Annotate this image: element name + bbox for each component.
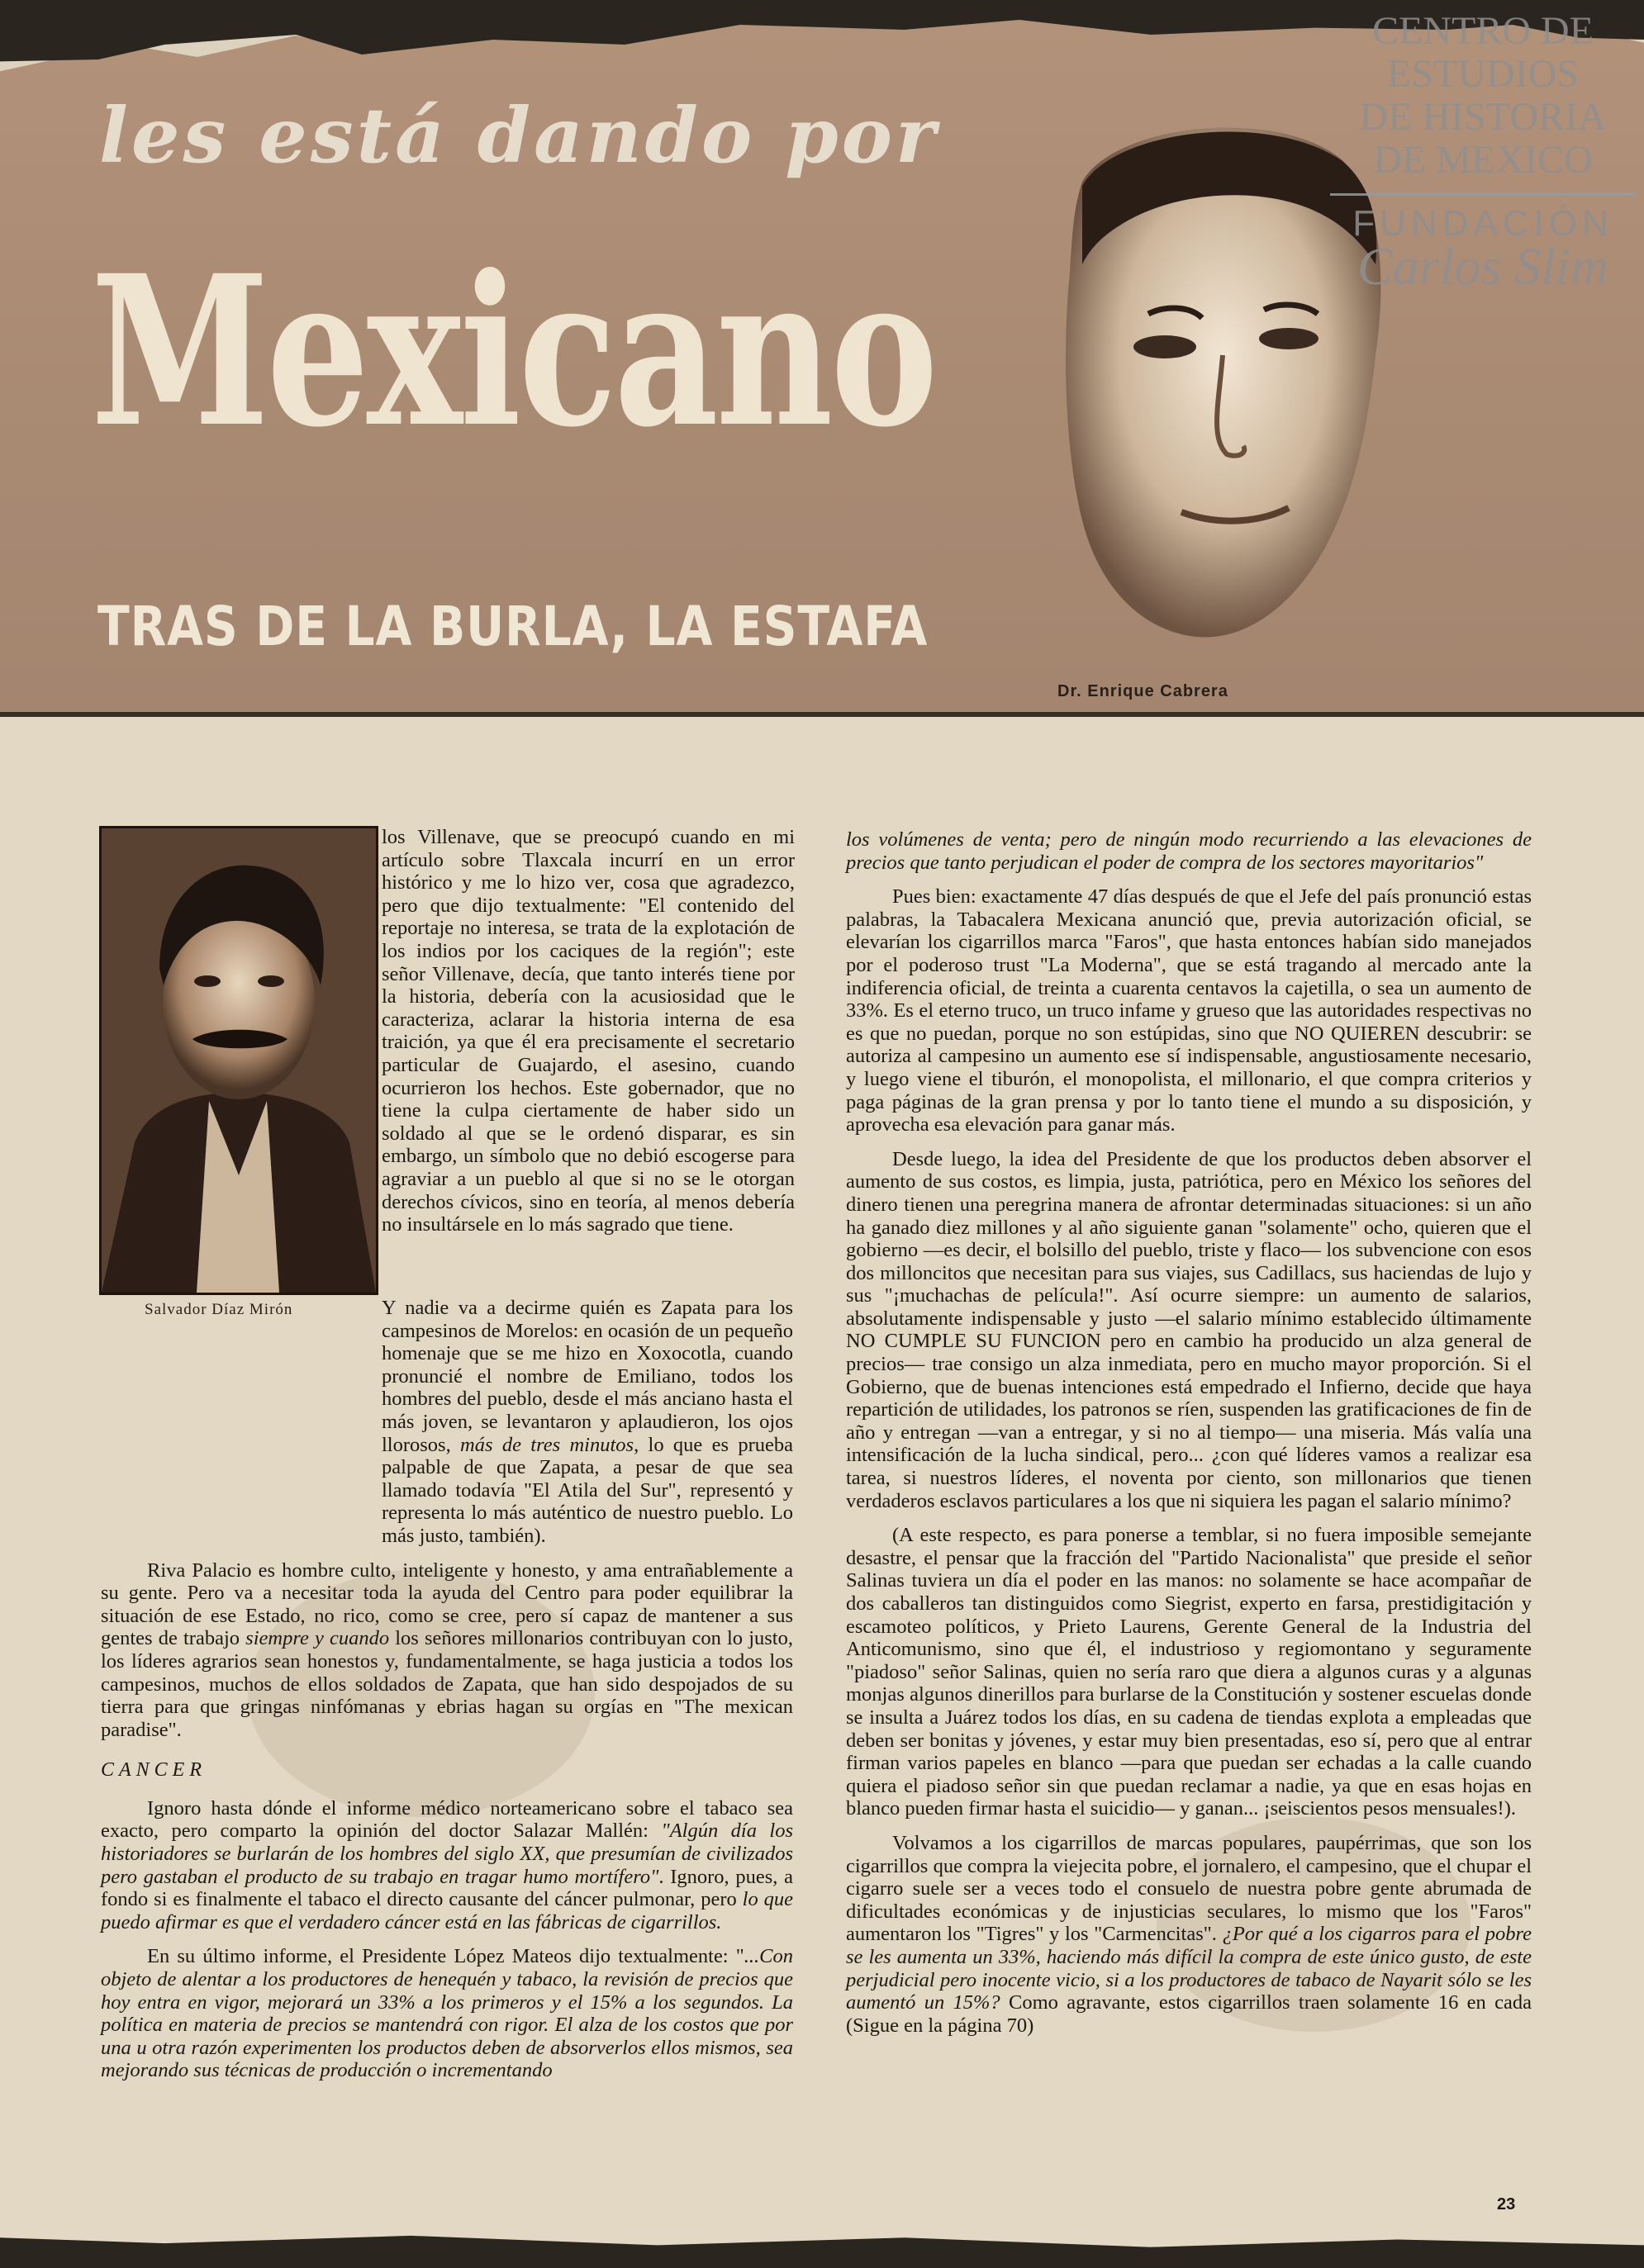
paragraph (101, 1945, 793, 2082)
paragraph: Pues bien: exactamente 47 días después de que el Jefe del país pronunció estas palabras, la Tabacalera Mexicana anunció que, previa autorización oficial, se elevarían los cigarrillos marca "Faros", que hasta entonces habían sido manejados por el poderoso trust "La Moderna", que se está tragando al mercado ante la indiferencia oficial, de treinta a cuarenta centavos la cajetilla, o sea un aumento de 33%. Es el eterno truco, un truco infame y grueso que las autoridades respectivas no es que no puedan, porque no son estúpidas, sino que NO QUIEREN descubrir: se autoriza al campesino un aumento ese sí indispensable, angustiosamente necesario, y luego viene el tiburón, el monopolista, el millonario, el que compra criterios y paga páginas de la gran prensa y por lo tanto tiene el mundo a su disposición, y aprovecha esa elevación para ganar más. (846, 885, 1532, 1136)
text-run: Ignoro hasta dónde el informe médico norteamericano sobre el tabaco sea exacto, pero comparto la opinión del doctor Salazar Mallén: (101, 1796, 793, 1843)
watermark-line: DE HISTORIA (1359, 95, 1607, 139)
text-run: , lo que es prueba palpable de que Zapata, a pesar de que sea llamado todavía "El Atila del Sur", representó y representa lo más auténtico de nuestro pueblo. Lo más justo, también). (382, 1433, 793, 1547)
text-run: Como agravante, estos cigarrillos traen solamente 16 en cada (Sigue en la página 70) (846, 1991, 1532, 2037)
column-2 (846, 828, 1532, 2048)
portrait-caption: Dr. Enrique Cabrera (1057, 682, 1228, 700)
text-run: . Ignoro, pues, a fondo si es finalmente el tabaco el directo causante del cáncer pulmonar, pero (101, 1865, 794, 1911)
paragraph (846, 828, 1532, 874)
photo-caption: Salvador Díaz Mirón (145, 1301, 293, 1318)
emphasis: ¿Por qué a los cigarros para el pobre se les aumenta un 33%, haciendo más difícil la compra de este único gusto, de este perjudicial pero inocente vicio, si a los productores de tabaco de Nayarit sólo se les aumentó un 15%? (846, 1923, 1532, 2014)
page-number: 23 (1497, 2195, 1516, 2213)
text-run: los señores millonarios contribuyan con lo justo, los líderes agrarios sean honestos y, fundamentalmente, se haga justicia a todos los campesinos, muchos de ellos soldados de Zapata, que han sido despojados de su tierra para que gringas ninfómanas y ebrias hagan su orgías en "The mexican paradise". (101, 1627, 793, 1741)
text-run: Y nadie va a decirme quién es Zapata para los campesinos de Morelos: en ocasión de un pequeño homenaje que se me hizo en Xoxocotla, cuando pronuncié el nombre de Emiliano, todos los hombres del pueblo, desde el más anciano hasta el más joven, se levantaron y aplaudieron, los ojos llorosos, (382, 1297, 793, 1456)
text-run: Riva Palacio es hombre culto, inteligente y honesto, y ama entrañablemente a su gente. Pero va a necesitar toda la ayuda del Centro para poder equilibrar la situación de ese Estado, no rico, como se cree, pero sí capaz de mantener a sus gentes de trabajo (101, 1559, 793, 1650)
emphasis: siempre y cuando (245, 1627, 390, 1650)
section-heading: CANCER (101, 1759, 207, 1782)
emphasis: ...Con objeto de alentar a los productores de henequén y tabaco, la revisión de precios que hoy entra en vigor, mejorará un 33% a los primeros y el 15% a los segundos. La política en materia de precios se mantendrá con rigor. El alza de los costos que por una u otra razón experimenten los productos deben de absorverlos ellos mismos, sea mejorando sus técnicas de producción o incrementando (101, 1945, 793, 2082)
text-run: En su último informe, el Presidente López Mateos dijo textualmente: " (147, 1945, 744, 1968)
paragraph: Desde luego, la idea del Presidente de que los productos deben absorver el aumento de sus costos, es limpia, justa, patriótica, pero en México los señores del dinero tienen una peregrina manera de afrontar determinadas situaciones: si un año ha ganado diez millones y al año siguiente ganan "solamente" ocho, quieren que el gobierno —es decir, el bolsillo del pueblo, triste y flaco— los subvencione con esos dos milloncitos que necesitan para sus viajes, sus Cadillacs, sus haciendas de lujo y sus "¡muchachas de película!". Así ocurre siempre: un aumento de salarios, absolutamente indispensable y justo —el salario mínimo establecido últimamente NO CUMPLE SU FUNCION pero en cambio ha producido un alza general de precios— trae consigo un alza inmediata, pero en mucho mayor proporción. Si el Gobierno, que de buenas intenciones está empedrado el Infierno, decide que haya repartición de utilidades, los patronos se ríen, suspenden las gratificaciones de fin de año y entregan —van a entregar, y si no al tiempo— una miseria. Más valía una intensificación de la lucha sindical, pero... ¿con qué líderes vamos a realizar esa tarea, si nuestros líderes, el noventa por ciento, son millonarios que tienen verdaderos esclavos particulares a los que ni siquiera les pagan el salario mínimo? (846, 1147, 1532, 1512)
archive-watermark (1330, 9, 1636, 296)
text-run: Volvamos a los cigarrillos de marcas populares, paupérrimas, que son los cigarrillos que compra la viejecita pobre, el jornalero, el campesino, que el chupar el cigarro suele ser a veces todo el consuelo de nuestra pobre gente abrumada de dificultades económicas y de injusticias seculares, lo mismo que los "Faros" aumentaron los "Tigres" y los "Carmencitas". (846, 1831, 1532, 1946)
paragraph (846, 1832, 1532, 2037)
article-title: Mexicano (91, 230, 936, 472)
emphasis: lo que puedo afirmar es que el verdadero cáncer está en las fábricas de cigarrillos. (101, 1888, 794, 1933)
emphasis: "Algún día los historiadores se burlarán de los hombres del siglo XX, que presumían de civilizados pero gastaban el producto de su trabajo en tragar humo mortífero" (101, 1820, 793, 1888)
photo-salvador-diaz-miron (99, 826, 378, 1295)
watermark-line: DE MEXICO (1373, 138, 1593, 182)
emphasis: los volúmenes de venta; pero de ningún modo recurriendo a las elevaciones de precios que tanto perjudican el poder de compra de los sectores mayoritarios" (846, 828, 1532, 874)
column-1-top (382, 826, 795, 1248)
watermark-line: CENTRO DE (1372, 9, 1594, 53)
paragraph (101, 1559, 793, 1742)
emphasis: más de tres minutos (460, 1433, 634, 1456)
watermark-line: ESTUDIOS (1386, 52, 1579, 96)
watermark-signature: Carlos Slim (1357, 237, 1609, 296)
paragraph (101, 1797, 793, 1934)
article-subtitle: TRAS DE LA BURLA, LA ESTAFA (97, 595, 929, 658)
paragraph: (A este respecto, es para ponerse a temblar, si no fuera imposible semejante desastre, el pensar que la fracción del "Partido Nacionalista" que preside el señor Salinas tuviera un día el poder en las manos: no solamente se hace acompañar de dos caballeros tan distinguidos como Siegrist, experto en farsa, prestidigitación y escamoteo políticos, y Prieto Laurens, Gerente General de la Industria del Anticomunismo, sino que él, el industrioso y regiomontano y seguramente "piadoso" señor Salinas, quien no sería raro que diera a algunos curas y a algunas monjas algunos dinerillos para burlarse de la Constitución y sostener escuelas donde se insulta a Juárez todos los días, en su cadena de tiendas explota a empleadas que deben ser bonitas y jóvenes, y estar muy bien presentadas, eso sí, pero que al entrar firman varios papeles en blanco —para que puedan ser echadas a la calle cuando quiera el piadoso señor sin que puedan reclamar a nadie, ya que en esas hojas en blanco pueden firmar hasta el suicidio— y ganan... ¡seiscientos pesos mensuales!). (846, 1524, 1532, 1820)
watermark-line: FUNDACIÓN (1330, 193, 1636, 245)
article-kicker: les está dando por (99, 91, 939, 180)
paragraph: los Villenave, que se preocupó cuando en mi artículo sobre Tlaxcala incurrí en un error histórico y me lo hizo ver, cosa que agradezco, pero que dijo textualmente: "El contenido del reportaje no interesa, se trata de la explotación de los indios por los caciques de la región"; este señor Villenave, decía, que tanto interés tiene por la historia, debería con la acusiosidad que le caracteriza, aclarar la historia interna de esa traición, ya que él era precisamente el secretario particular de Guajardo, el asesino, cuando ocurrieron los hechos. Este gobernador, que no tiene la culpa ciertamente de haber sido un soldado al que se le ordenó disparar, es sin embargo, un símbolo que no debió escogerse para agraviar a un pueblo al que si no se le otorgan derechos cívicos, sino en teoría, al menos debería no insultársele en lo más sagrado que tiene. (382, 826, 795, 1236)
paragraph (382, 1297, 793, 1548)
column-1 (101, 1297, 793, 2094)
